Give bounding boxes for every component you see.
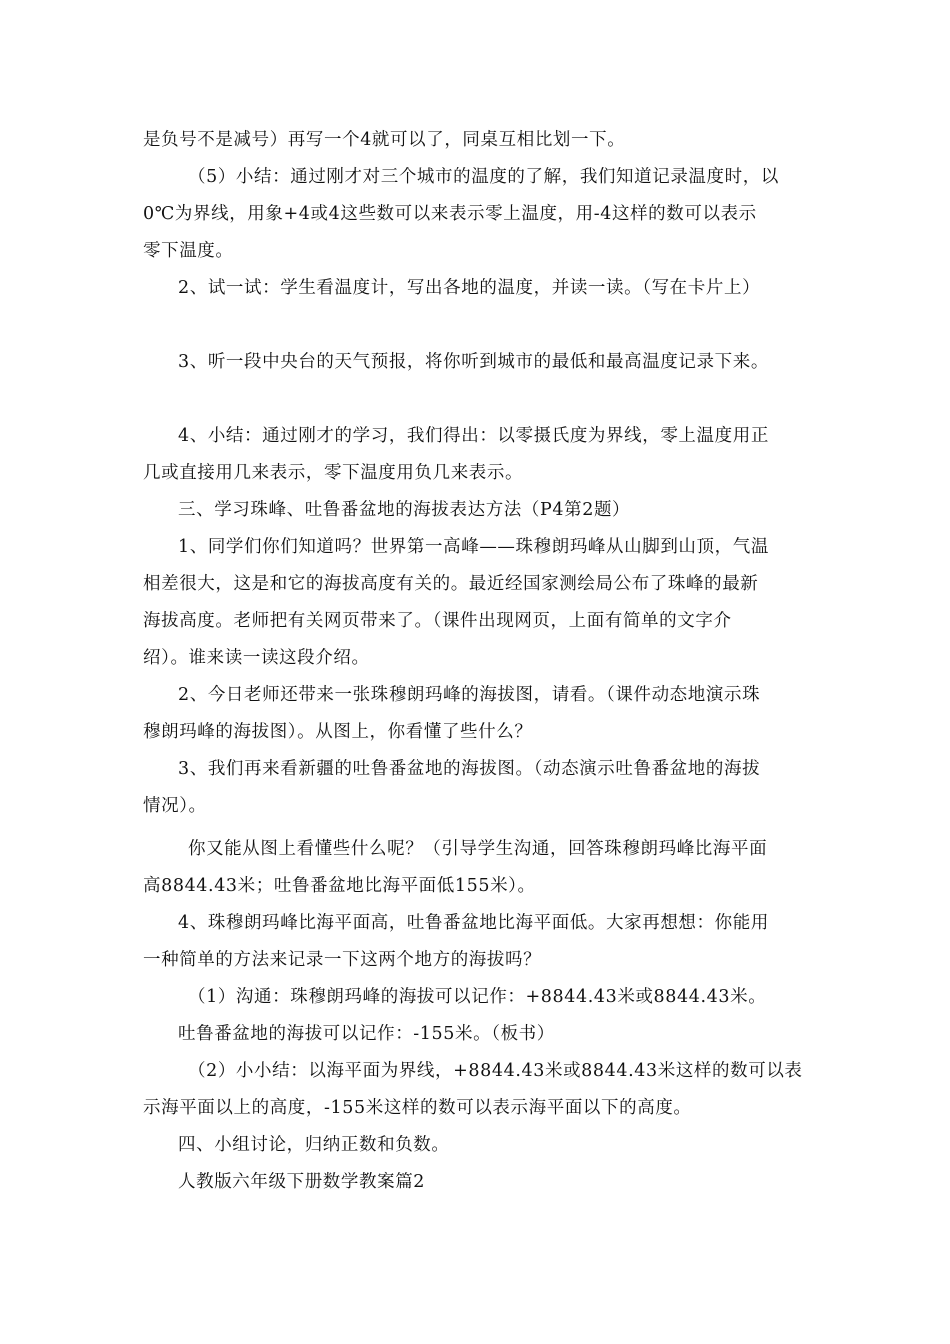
text-line: 高8844.43米；吐鲁番盆地比海平面低155米）。 [143, 876, 536, 896]
text-line: 2、今日老师还带来一张珠穆朗玛峰的海拔图，请看。（课件动态地演示珠 [178, 685, 761, 705]
text-line: 是负号不是减号）再写一个4就可以了，同桌互相比划一下。 [143, 130, 626, 150]
text-line: 3、我们再来看新疆的吐鲁番盆地的海拔图。（动态演示吐鲁番盆地的海拔 [178, 759, 761, 779]
text-line: 4、小结：通过刚才的学习，我们得出：以零摄氏度为界线，零上温度用正 [178, 426, 769, 446]
text-line: 示海平面以上的高度，-155米这样的数可以表示海平面以下的高度。 [143, 1098, 692, 1118]
section-heading: 三、学习珠峰、吐鲁番盆地的海拔表达方法（P4第2题） [178, 500, 631, 520]
text-line: 绍）。谁来读一读这段介绍。 [143, 648, 370, 668]
text-line: 2、试一试：学生看温度计，写出各地的温度，并读一读。（写在卡片上） [178, 278, 761, 298]
text-line: 穆朗玛峰的海拔图）。从图上，你看懂了些什么？ [143, 722, 533, 742]
text-line: （2）小小结：以海平面为界线，+8844.43米或8844.43米这样的数可以表 [188, 1061, 803, 1081]
section-heading: 四、小组讨论，归纳正数和负数。 [178, 1135, 450, 1155]
text-line: 3、听一段中央台的天气预报，将你听到城市的最低和最高温度记录下来。 [178, 352, 769, 372]
text-line: 一种简单的方法来记录一下这两个地方的海拔吗？ [143, 950, 542, 970]
text-line: 几或直接用几来表示，零下温度用负几来表示。 [143, 463, 524, 483]
text-line: 0℃为界线，用象+4或4这些数可以来表示零上温度，用-4这样的数可以表示 [143, 204, 757, 224]
text-line: 情况）。 [143, 796, 207, 816]
section-heading: 人教版六年级下册数学教案篇2 [178, 1172, 426, 1192]
text-line: 1、同学们你们知道吗？世界第一高峰——珠穆朗玛峰从山脚到山顶，气温 [178, 537, 769, 557]
text-line: 吐鲁番盆地的海拔可以记作：-155米。（板书） [178, 1024, 555, 1044]
text-line: 你又能从图上看懂些什么呢？（引导学生沟通，回答珠穆朗玛峰比海平面 [188, 839, 768, 859]
text-line: 相差很大，这是和它的海拔高度有关的。最近经国家测绘局公布了珠峰的最新 [143, 574, 759, 594]
text-line: （5）小结：通过刚才对三个城市的温度的了解，我们知道记录温度时，以 [188, 167, 779, 187]
text-line: （1）沟通：珠穆朗玛峰的海拔可以记作：+8844.43米或8844.43米。 [188, 987, 767, 1007]
text-line: 零下温度。 [143, 241, 234, 261]
text-line: 4、珠穆朗玛峰比海平面高，吐鲁番盆地比海平面低。大家再想想：你能用 [178, 913, 769, 933]
text-line: 海拔高度。老师把有关网页带来了。（课件出现网页，上面有简单的文字介 [143, 611, 732, 631]
